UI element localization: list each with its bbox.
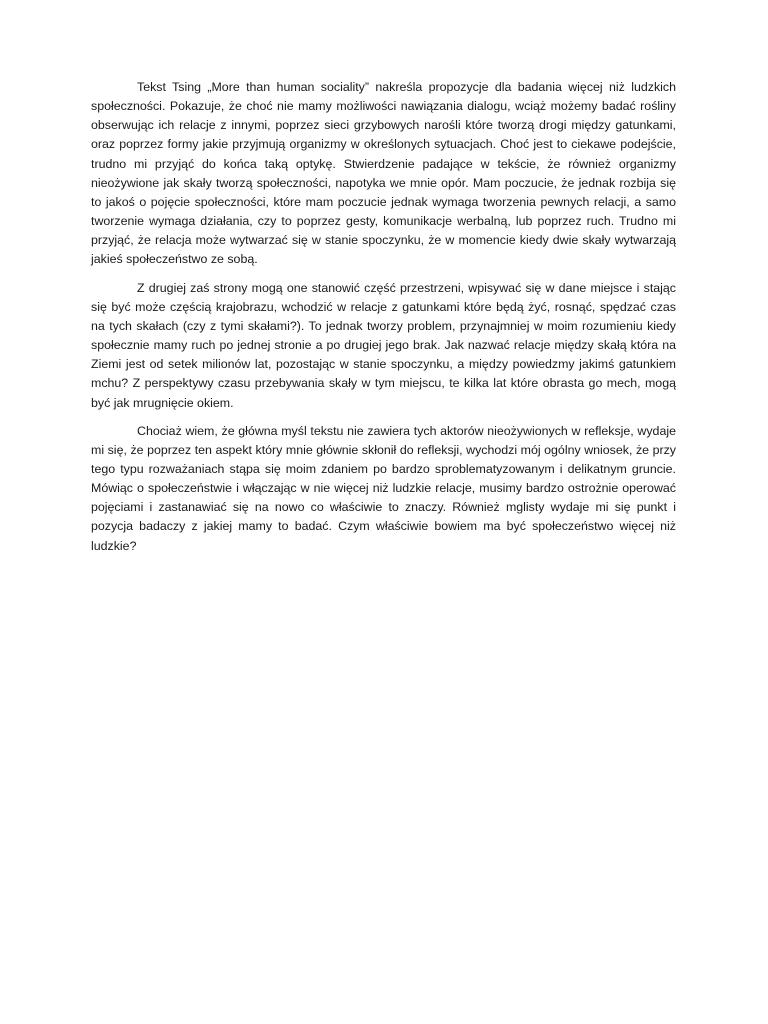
paragraph-2: Z drugiej zaś strony mogą one stanowić część przestrzeni, wpisywać się w dane miejsce i stając się być może częścią krajobrazu, wchodzić w relacje z gatunkami które będą żyć, rosnąć, spędzać czas na tych skałach (czy z tymi skałami?). To jednak tworzy problem, przynajmniej w moim rozumieniu kiedy społecznie mamy ruch po jednej stronie a po drugiej jego brak. Jak nazwać relacje między skałą która na Ziemi jest od setek milionów lat, pozostając w stanie spoczynku, a między powiedzmy jakimś gatunkiem mchu? Z perspektywy czasu przebywania skały w tym miejscu, te kilka lat które obrasta go mech, mogą być jak mrugnięcie okiem. — [91, 280, 676, 410]
document-page — [91, 78, 676, 565]
paragraph-3: Chociaż wiem, że główna myśl tekstu nie zawiera tych aktorów nieożywionych w refleksje, wydaje mi się, że poprzez ten aspekt który mnie głównie skłonił do refleksji, wychodzi mój ogólny wniosek, że przy tego typu rozważaniach stąpa się moim zdaniem po bardzo sproblematyzowanym i delikatnym gruncie. Mówiąc o społeczeństwie i włączając w nie więcej niż ludzkie relacje, musimy bardzo ostrożnie operować pojęciami i zastanawiać się na nowo co właściwie to znaczy. Również mglisty wydaje mi się punkt i pozycja badaczy z jakiej mamy to badać. Czym właściwie bowiem ma być społeczeństwo więcej niż ludzkie? — [91, 423, 676, 553]
paragraph-1: Tekst Tsing „More than human sociality” nakreśla propozycje dla badania więcej niż ludzkich społeczności. Pokazuje, że choć nie mamy możliwości nawiązania dialogu, wciąż możemy badać rośliny obserwując ich relacje z innymi, poprzez sieci grzybowych narośli które tworzą drogi między gatunkami, oraz poprzez formy jakie przyjmują organizmy w określonych sytuacjach. Choć jest to ciekawe podejście, trudno mi przyjąć do końca taką optykę. Stwierdzenie padające w tekście, że również organizmy nieożywione jak skały tworzą społeczności, napotyka we mnie opór. Mam poczucie, że jednak rozbija się to jakoś o pojęcie społeczności, które mam poczucie jednak wymaga tworzenia pewnych relacji, a samo tworzenie wymaga działania, czy to poprzez gesty, komunikacje werbalną, lub poprzez ruch. Trudno mi przyjąć, że relacja może wytwarzać się w stanie spoczynku, że w momencie kiedy dwie skały wytwarzają jakieś społeczeństwo ze sobą. — [91, 80, 676, 267]
